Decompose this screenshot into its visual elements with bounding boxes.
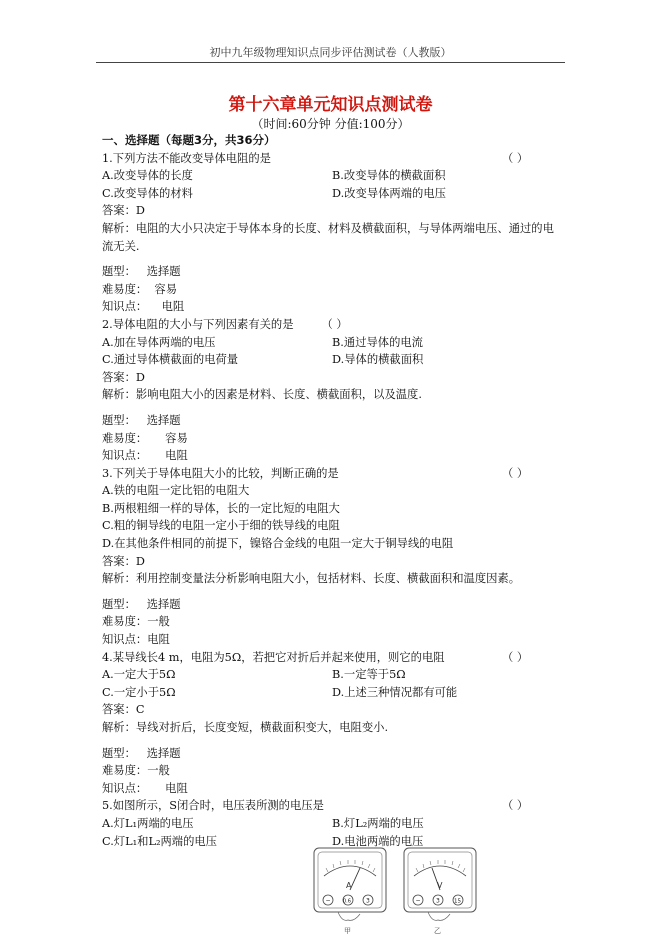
answer-value: D: [135, 370, 145, 384]
answer-label: 答案：: [102, 204, 136, 218]
section-heading: 一、选择题（每题3分，共36分）: [102, 133, 276, 147]
option-d: D.在其他条件相同的前提下，镍铬合金线的电阻一定大于铜导线的电阻: [102, 537, 454, 551]
meta-point: 知识点： 电阻: [102, 781, 188, 795]
option-a: A.铁的电阻一定比铝的电阻大: [102, 484, 250, 498]
option-row: [102, 185, 562, 203]
explanation: 解析：导线对折后，长度变短，横截面积变大，电阻变小.: [102, 721, 389, 734]
question-stem-row: [102, 150, 562, 168]
answer-blank: （ ）: [321, 317, 348, 331]
voltmeter-terminal-3: 3: [436, 897, 440, 905]
explanation: [102, 220, 562, 255]
question-stem: 1.下列方法不能改变导体电阻的是: [102, 151, 271, 165]
option-d: D.改变导体两端的电压: [332, 186, 446, 200]
explanation: 解析：利用控制变量法分析影响电阻大小，包括材料、长度、横截面积和温度因素。: [102, 572, 521, 586]
question-stem-row: [102, 797, 562, 815]
page-subtitle: （时间:60分钟 分值:100分）: [251, 117, 410, 131]
explain-text: 电阻的大小只决定于导体本身的长度、材料及横截面积，与导体两端电压、通过的电流无关.: [102, 221, 554, 253]
voltmeter-label: V: [437, 881, 443, 890]
option-row: [102, 351, 562, 369]
option-d: D.上述三种情况都有可能: [332, 685, 458, 699]
answer-value: D: [135, 554, 145, 568]
ammeter-terminal-neg: −: [325, 897, 331, 905]
ammeter-terminal-3: 3: [366, 897, 370, 905]
option-c: C.一定小于5Ω: [102, 685, 176, 699]
answer-line: [102, 202, 562, 220]
option-a: A.一定大于5Ω: [102, 668, 176, 682]
caption-left: 甲: [344, 927, 351, 935]
option-c: C.灯L₁和L₂两端的电压: [102, 834, 217, 848]
meters-figure: [308, 842, 482, 935]
question-stem-row: [102, 316, 562, 334]
meta-type: 题型： 选择题: [102, 413, 181, 427]
meta-difficulty: 难易度： 容易: [102, 431, 188, 445]
running-header: 初中九年级物理知识点同步评估测试卷（人教版）: [209, 46, 452, 59]
explain-text: 导线对折后，长度变短，横截面积变大，电阻变小.: [135, 721, 389, 734]
explain-label: 解析：: [102, 221, 136, 235]
meta-type: 题型： 选择题: [102, 597, 181, 611]
option-c: C.粗的铜导线的电阻一定小于细的铁导线的电阻: [102, 519, 340, 533]
answer-blank: （ ）: [502, 466, 529, 480]
header-rule: [96, 62, 565, 63]
question-stem: 3.下列关于导体电阻大小的比较，判断正确的是: [102, 466, 339, 480]
answer-blank: （ ）: [502, 799, 529, 813]
question-2: [102, 316, 562, 465]
option-a: A.灯L₁两端的电压: [102, 816, 194, 830]
question-list: [102, 132, 562, 850]
caption-right: 乙: [434, 927, 441, 935]
option-c: C.改变导体的材料: [102, 186, 193, 200]
meta-point: 知识点： 电阻: [102, 300, 185, 314]
meta-difficulty: 难易度：一般: [102, 615, 170, 629]
option-row: [102, 334, 562, 352]
option-b: B.灯L₂两端的电压: [332, 816, 424, 830]
explain-text: 利用控制变量法分析影响电阻大小，包括材料、长度、横截面积和温度因素。: [135, 572, 521, 586]
answer-value: C: [135, 703, 145, 717]
option-b: B.一定等于5Ω: [332, 668, 406, 682]
question-stem-row: [102, 649, 562, 667]
meta-difficulty: 难易度：一般: [102, 764, 170, 778]
page-title: 第十六章单元知识点测试卷: [228, 95, 433, 115]
ammeter-drawing: [314, 848, 386, 920]
meta-type: 题型： 选择题: [102, 265, 181, 279]
option-b: B.通过导体的电流: [332, 335, 423, 349]
option-b: B.改变导体的横截面积: [332, 169, 446, 183]
option-c: C.通过导体横截面的电荷量: [102, 353, 239, 367]
meta-difficulty: 难易度： 容易: [102, 282, 177, 296]
meta-point: 知识点：电阻: [102, 633, 170, 647]
option-a: A.改变导体的长度: [102, 169, 193, 183]
ammeter-label: A: [346, 881, 352, 890]
question-4: [102, 649, 562, 798]
question-stem: 2.导体电阻的大小与下列因素有关的是: [102, 317, 294, 331]
answer-value: D: [135, 204, 145, 218]
option-row: [102, 167, 562, 185]
question-3: [102, 465, 562, 649]
voltmeter-terminal-15: 15: [454, 898, 461, 905]
voltmeter-drawing: [404, 848, 476, 920]
question-stem: 4.某导线长4 m，电阻为5Ω，若把它对折后并起来使用，则它的电阻: [102, 650, 445, 664]
explain-text: 影响电阻大小的因素是材料、长度、横截面积，以及温度.: [135, 388, 422, 402]
meta-point: 知识点： 电阻: [102, 449, 188, 463]
explanation: 解析：影响电阻大小的因素是材料、长度、横截面积，以及温度.: [102, 388, 422, 402]
question-1: [102, 150, 562, 316]
option-d: D.导体的横截面积: [332, 353, 424, 367]
option-row: [102, 684, 562, 702]
answer-line: 答案：D: [102, 370, 145, 384]
option-row: [102, 815, 562, 833]
answer-line: 答案：D: [102, 554, 145, 568]
option-d: D.电池两端的电压: [332, 834, 424, 848]
option-b: B.两根粗细一样的导体，长的一定比短的电阻大: [102, 501, 340, 515]
question-stem: 5.如图所示，S闭合时，电压表所测的电压是: [102, 799, 324, 813]
answer-blank: （ ）: [502, 151, 529, 165]
answer-blank: （ ）: [502, 650, 529, 664]
meta-type: 题型： 选择题: [102, 746, 181, 760]
option-a: A.加在导体两端的电压: [102, 335, 216, 349]
option-row: [102, 666, 562, 684]
answer-line: 答案：C: [102, 703, 145, 717]
ammeter-terminal-0-6: 0.6: [343, 898, 351, 905]
question-stem-row: [102, 465, 562, 483]
voltmeter-terminal-neg: −: [415, 897, 421, 905]
